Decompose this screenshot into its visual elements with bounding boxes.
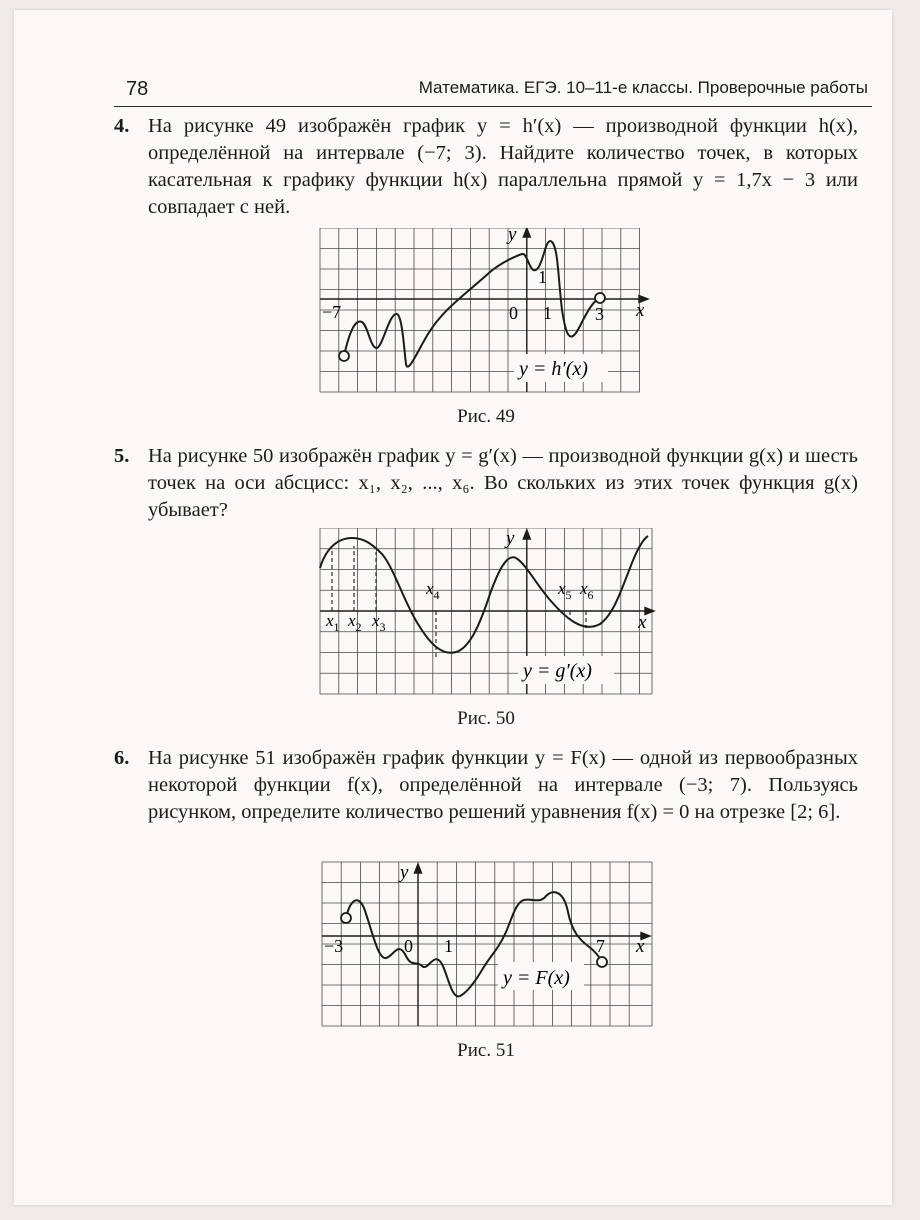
- problem-number: 4.: [114, 115, 130, 137]
- point-guides: [332, 546, 586, 658]
- start-open-point: [339, 351, 349, 361]
- figure-50-caption: Рис. 50: [457, 708, 515, 729]
- curve-label: y = g′(x): [523, 660, 592, 682]
- point-x6-label: $x_6$: [580, 579, 594, 602]
- point-x5-label: $x_5$: [558, 579, 572, 602]
- tick-one-y-label: 1: [538, 267, 547, 287]
- problem-text: На рисунке 51 изображён график функции y = F(x) — одной из первообразных некоторой функции f(x), определённой на интервале (−3; 7). Пользуясь рисунком, определите количество решений уравнения f(x) = 0 на отрезке [2; 6].: [148, 747, 858, 823]
- axis-y-label: y: [508, 228, 517, 245]
- problem-4: [114, 113, 858, 221]
- tick-one-x-label: 1: [543, 303, 552, 323]
- derivative-curve: [344, 241, 600, 367]
- problem-number: 6.: [114, 747, 130, 769]
- problem-text: На рисунке 49 изображён график y = h′(x) — производной функции h(x), определённой на интервале (−7; 3). Найдите количество точек, в которых касательная к графику функции h(x) параллельна прямой y = 1,7x − 3 или совпадает с ней.: [148, 115, 858, 218]
- axis-x-label: x: [636, 936, 645, 957]
- page-header: [114, 70, 872, 107]
- end-open-point: [595, 293, 605, 303]
- problem-number: 5.: [114, 445, 130, 467]
- figure-50: [318, 528, 658, 698]
- axis-y-label: y: [506, 528, 515, 549]
- point-x3-label: $x_3$: [372, 611, 386, 634]
- page-number: 78: [126, 78, 149, 100]
- axis-x-label: x: [638, 612, 647, 633]
- point-x1-label: $x_1$: [326, 611, 340, 634]
- tick-right-label: 7: [596, 936, 605, 956]
- point-x2-label: $x_2$: [348, 611, 362, 634]
- figure-49: [318, 228, 654, 396]
- tick-left-label: −3: [324, 936, 344, 956]
- curve-label: y = h′(x): [519, 358, 588, 380]
- problem-6: [114, 745, 858, 826]
- problem-text: На рисунке 50 изображён график y = g′(x) — производной функции g(x) и шесть точек на оси абсцисс: x₁, x₂, ..., x₆. Во скольких из этих точек функция g(x) убывает?: [148, 445, 858, 521]
- problem-5: [114, 443, 858, 524]
- figure-49-caption: Рис. 49: [457, 406, 515, 427]
- tick-one-x-label: 1: [444, 936, 453, 956]
- tick-left-label: −7: [322, 302, 342, 322]
- origin-label: 0: [404, 936, 413, 956]
- figure-51-caption: Рис. 51: [457, 1040, 515, 1061]
- axis-x-label: x: [636, 300, 645, 321]
- point-x4-label: $x_4$: [426, 579, 440, 602]
- axis-y-label: y: [400, 862, 409, 883]
- start-open-point: [341, 913, 351, 923]
- running-title: Математика. ЕГЭ. 10–11-е классы. Проверочные работы: [418, 78, 868, 97]
- curve-label: y = F(x): [503, 967, 570, 989]
- end-open-point: [597, 957, 607, 967]
- derivative-curve: [320, 536, 648, 653]
- tick-right-label: 3: [595, 304, 604, 324]
- figure-51: [318, 860, 658, 1030]
- origin-label: 0: [509, 303, 518, 323]
